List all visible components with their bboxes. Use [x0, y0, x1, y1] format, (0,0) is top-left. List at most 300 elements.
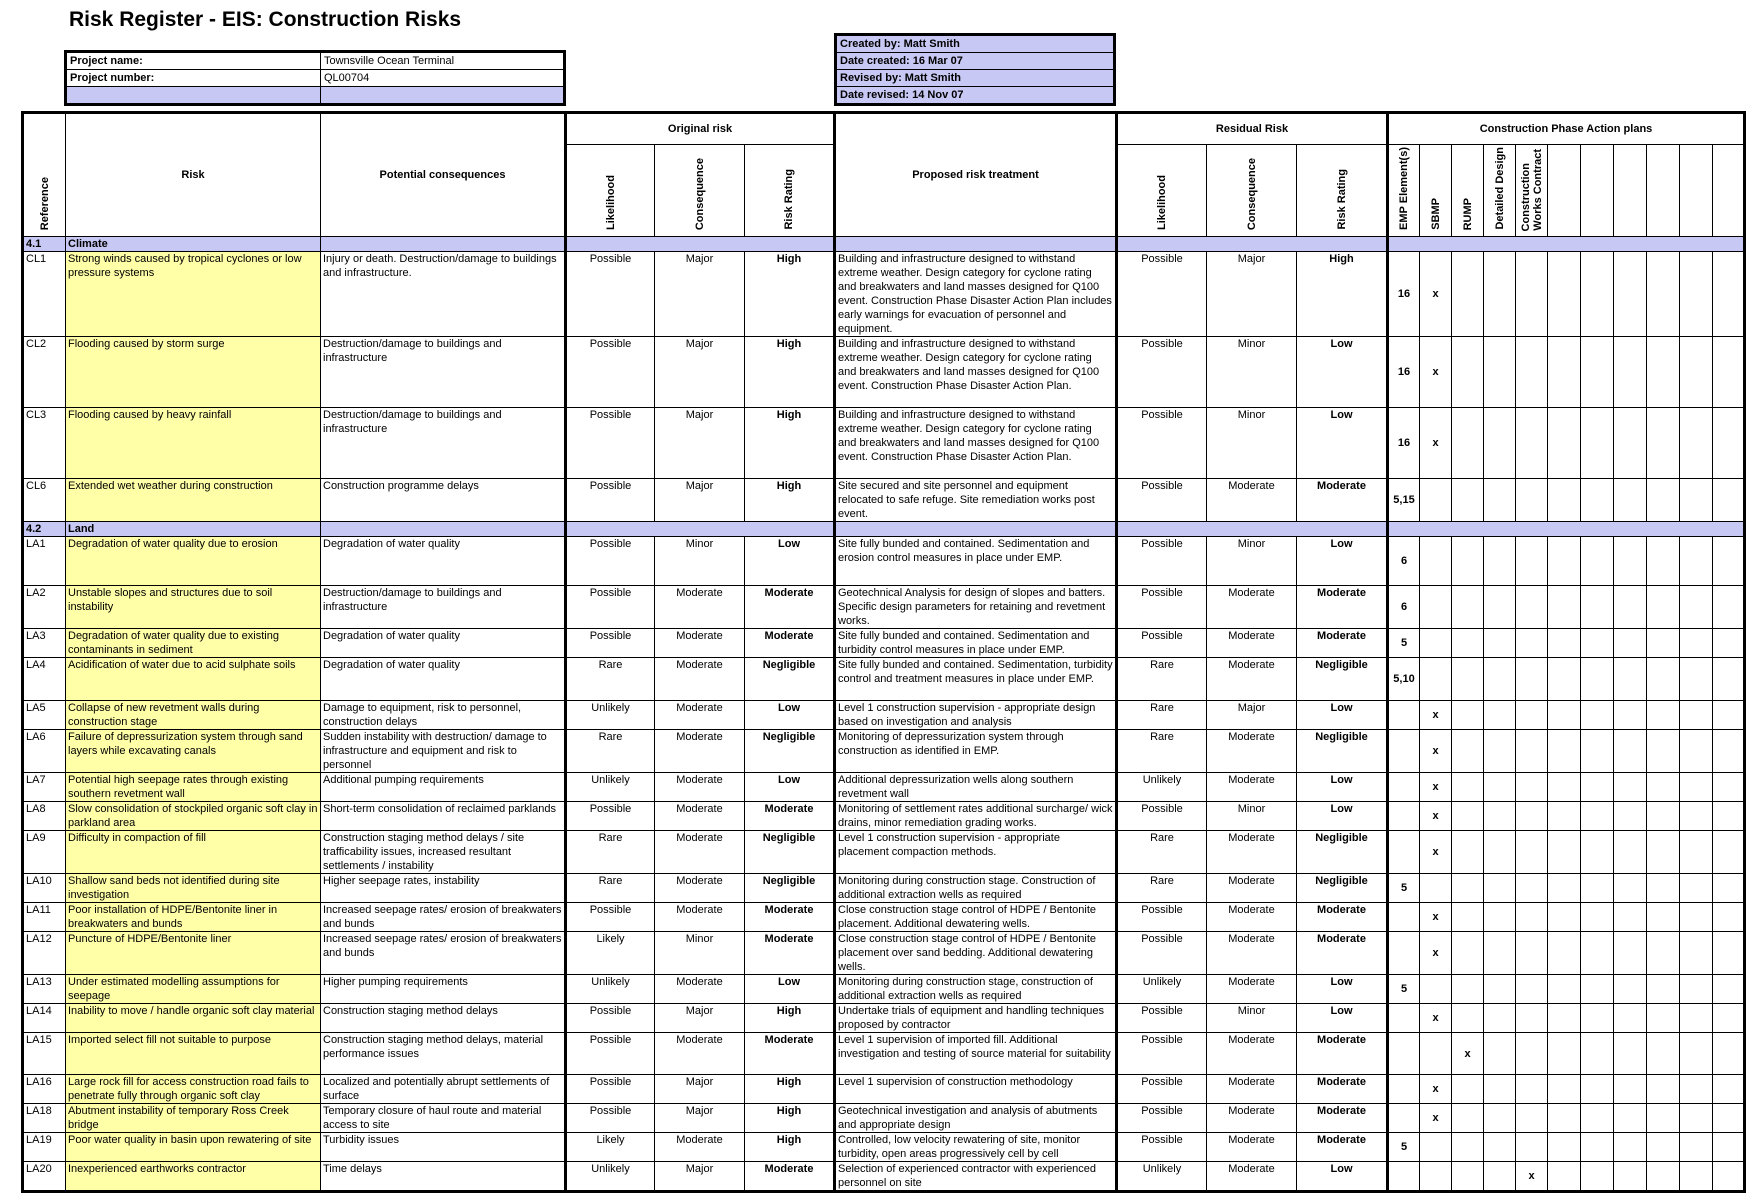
treatment-cell[interactable]: Geotechnical investigation and analysis of abutments and appropriate design — [835, 1104, 1117, 1133]
risk-cell[interactable]: Inability to move / handle organic soft clay material — [66, 1004, 321, 1033]
empty-cell[interactable] — [1548, 773, 1581, 802]
rump-cell[interactable] — [1452, 730, 1484, 773]
rump-cell[interactable] — [1452, 874, 1484, 903]
empty-cell[interactable] — [1581, 658, 1614, 701]
empty-cell[interactable] — [1548, 932, 1581, 975]
consequences-cell[interactable]: Localized and potentially abrupt settlements of surface — [321, 1075, 566, 1104]
treatment-cell[interactable]: Selection of experienced contractor with experienced personnel on site — [835, 1162, 1117, 1192]
sbmp-cell[interactable] — [1420, 1033, 1452, 1075]
original-risk-rating-cell[interactable]: Moderate — [745, 802, 835, 831]
original-risk-rating-cell[interactable]: High — [745, 408, 835, 479]
empty-cell[interactable] — [1680, 252, 1713, 337]
sbmp-cell[interactable]: x — [1420, 730, 1452, 773]
reference-cell[interactable]: LA7 — [23, 773, 66, 802]
empty-cell[interactable] — [1614, 252, 1647, 337]
original-risk-rating-cell[interactable]: High — [745, 337, 835, 408]
table-row[interactable] — [23, 1133, 1745, 1162]
construction-works-contract-cell[interactable] — [1516, 1133, 1548, 1162]
original-consequence-cell[interactable]: Moderate — [655, 903, 745, 932]
residual-likelihood-cell[interactable]: Unlikely — [1117, 1162, 1207, 1192]
treatment-cell[interactable]: Undertake trials of equipment and handling techniques proposed by contractor — [835, 1004, 1117, 1033]
empty-cell[interactable] — [1548, 1104, 1581, 1133]
residual-risk-rating-cell[interactable]: Moderate — [1297, 1075, 1388, 1104]
empty-cell[interactable] — [1581, 479, 1614, 522]
reference-cell[interactable]: LA18 — [23, 1104, 66, 1133]
table-row[interactable] — [23, 932, 1745, 975]
empty-cell[interactable] — [1680, 802, 1713, 831]
treatment-cell[interactable]: Building and infrastructure designed to withstand extreme weather. Design category for cyclone rating and breakwaters and land masses designed for Q100 event. Construction Phase Disaster Action Plan includes early warnings for evacuation of personnel and equipment. — [835, 252, 1117, 337]
emp-elements-cell[interactable] — [1388, 1004, 1420, 1033]
reference-cell[interactable]: LA14 — [23, 1004, 66, 1033]
reference-cell[interactable]: LA12 — [23, 932, 66, 975]
consequences-cell[interactable]: Injury or death. Destruction/damage to buildings and infrastructure. — [321, 252, 566, 337]
table-row[interactable] — [23, 903, 1745, 932]
empty-cell[interactable] — [1713, 932, 1745, 975]
detailed-design-cell[interactable] — [1484, 802, 1516, 831]
detailed-design-cell[interactable] — [1484, 932, 1516, 975]
risk-cell[interactable]: Abutment instability of temporary Ross Creek bridge — [66, 1104, 321, 1133]
table-row[interactable] — [23, 1033, 1745, 1075]
table-row[interactable] — [23, 802, 1745, 831]
original-consequence-cell[interactable]: Minor — [655, 537, 745, 586]
sbmp-cell[interactable]: x — [1420, 773, 1452, 802]
rump-cell[interactable] — [1452, 479, 1484, 522]
sbmp-cell[interactable]: x — [1420, 701, 1452, 730]
rump-cell[interactable] — [1452, 252, 1484, 337]
original-risk-rating-cell[interactable]: Negligible — [745, 874, 835, 903]
table-row[interactable] — [23, 773, 1745, 802]
empty-cell[interactable] — [1713, 1133, 1745, 1162]
treatment-cell[interactable]: Level 1 supervision of imported fill. Additional investigation and testing of source material for suitability — [835, 1033, 1117, 1075]
empty-cell[interactable] — [1581, 337, 1614, 408]
sbmp-cell[interactable]: x — [1420, 802, 1452, 831]
original-consequence-cell[interactable]: Moderate — [655, 586, 745, 629]
empty-cell[interactable] — [1548, 479, 1581, 522]
construction-works-contract-cell[interactable] — [1516, 586, 1548, 629]
original-risk-rating-cell[interactable]: Moderate — [745, 932, 835, 975]
residual-risk-rating-cell[interactable]: Moderate — [1297, 903, 1388, 932]
residual-risk-rating-cell[interactable]: Negligible — [1297, 831, 1388, 874]
original-consequence-cell[interactable]: Moderate — [655, 874, 745, 903]
original-likelihood-cell[interactable]: Possible — [566, 408, 655, 479]
empty-cell[interactable] — [1548, 975, 1581, 1004]
rump-cell[interactable] — [1452, 773, 1484, 802]
residual-risk-rating-cell[interactable]: Low — [1297, 975, 1388, 1004]
original-consequence-cell[interactable]: Moderate — [655, 658, 745, 701]
original-consequence-cell[interactable]: Major — [655, 479, 745, 522]
empty-cell[interactable] — [1647, 730, 1680, 773]
original-likelihood-cell[interactable]: Possible — [566, 479, 655, 522]
empty-cell[interactable] — [1713, 586, 1745, 629]
empty-cell[interactable] — [1713, 874, 1745, 903]
original-risk-rating-cell[interactable]: Low — [745, 701, 835, 730]
detailed-design-cell[interactable] — [1484, 629, 1516, 658]
rump-cell[interactable] — [1452, 537, 1484, 586]
original-likelihood-cell[interactable]: Unlikely — [566, 975, 655, 1004]
residual-likelihood-cell[interactable]: Rare — [1117, 658, 1207, 701]
original-consequence-cell[interactable]: Moderate — [655, 773, 745, 802]
empty-cell[interactable] — [1614, 1133, 1647, 1162]
original-likelihood-cell[interactable]: Unlikely — [566, 701, 655, 730]
date-revised[interactable]: Date revised: 14 Nov 07 — [836, 87, 1115, 105]
consequences-cell[interactable]: Destruction/damage to buildings and infrastructure — [321, 337, 566, 408]
sbmp-cell[interactable]: x — [1420, 831, 1452, 874]
empty-cell[interactable] — [1614, 730, 1647, 773]
original-risk-rating-cell[interactable]: Negligible — [745, 831, 835, 874]
empty-cell[interactable] — [1581, 629, 1614, 658]
original-consequence-cell[interactable]: Major — [655, 408, 745, 479]
empty-cell[interactable] — [1614, 773, 1647, 802]
emp-elements-cell[interactable] — [1388, 932, 1420, 975]
empty-cell[interactable] — [1680, 874, 1713, 903]
table-row[interactable] — [23, 408, 1745, 479]
original-risk-rating-cell[interactable]: Low — [745, 773, 835, 802]
original-likelihood-cell[interactable]: Rare — [566, 831, 655, 874]
emp-elements-cell[interactable]: 16 — [1388, 337, 1420, 408]
empty-cell[interactable] — [1548, 831, 1581, 874]
residual-likelihood-cell[interactable]: Possible — [1117, 1075, 1207, 1104]
original-likelihood-cell[interactable]: Possible — [566, 252, 655, 337]
consequences-cell[interactable]: Degradation of water quality — [321, 537, 566, 586]
empty-cell[interactable] — [1614, 802, 1647, 831]
empty-cell[interactable] — [1581, 1033, 1614, 1075]
construction-works-contract-cell[interactable] — [1516, 874, 1548, 903]
residual-consequence-cell[interactable]: Minor — [1207, 537, 1297, 586]
residual-consequence-cell[interactable]: Moderate — [1207, 1162, 1297, 1192]
consequences-cell[interactable]: Time delays — [321, 1162, 566, 1192]
empty-cell[interactable] — [1614, 479, 1647, 522]
emp-elements-cell[interactable] — [1388, 1075, 1420, 1104]
residual-consequence-cell[interactable]: Moderate — [1207, 975, 1297, 1004]
empty-cell[interactable] — [1548, 1004, 1581, 1033]
risk-cell[interactable]: Flooding caused by storm surge — [66, 337, 321, 408]
empty-cell[interactable] — [1647, 932, 1680, 975]
detailed-design-cell[interactable] — [1484, 1133, 1516, 1162]
original-risk-rating-cell[interactable]: Negligible — [745, 658, 835, 701]
residual-likelihood-cell[interactable]: Possible — [1117, 903, 1207, 932]
risk-cell[interactable]: Potential high seepage rates through existing southern revetment wall — [66, 773, 321, 802]
rump-cell[interactable] — [1452, 408, 1484, 479]
detailed-design-cell[interactable] — [1484, 730, 1516, 773]
reference-cell[interactable]: LA16 — [23, 1075, 66, 1104]
residual-consequence-cell[interactable]: Minor — [1207, 1004, 1297, 1033]
original-likelihood-cell[interactable]: Possible — [566, 802, 655, 831]
residual-likelihood-cell[interactable]: Possible — [1117, 1133, 1207, 1162]
empty-cell[interactable] — [1680, 1075, 1713, 1104]
original-consequence-cell[interactable]: Major — [655, 1004, 745, 1033]
original-likelihood-cell[interactable]: Rare — [566, 730, 655, 773]
residual-consequence-cell[interactable]: Minor — [1207, 337, 1297, 408]
treatment-cell[interactable]: Monitoring of depressurization system through construction as identified in EMP. — [835, 730, 1117, 773]
risk-cell[interactable]: Unstable slopes and structures due to soil instability — [66, 586, 321, 629]
empty-cell[interactable] — [1713, 1033, 1745, 1075]
empty-cell[interactable] — [1548, 802, 1581, 831]
emp-elements-cell[interactable]: 5 — [1388, 1133, 1420, 1162]
risk-cell[interactable]: Failure of depressurization system through sand layers while excavating canals — [66, 730, 321, 773]
detailed-design-cell[interactable] — [1484, 701, 1516, 730]
detailed-design-cell[interactable] — [1484, 1033, 1516, 1075]
construction-works-contract-cell[interactable] — [1516, 629, 1548, 658]
construction-works-contract-cell[interactable] — [1516, 252, 1548, 337]
residual-risk-rating-cell[interactable]: Low — [1297, 1162, 1388, 1192]
sbmp-cell[interactable]: x — [1420, 252, 1452, 337]
treatment-cell[interactable]: Site fully bunded and contained. Sedimentation and erosion control measures in place under EMP. — [835, 537, 1117, 586]
residual-consequence-cell[interactable]: Moderate — [1207, 1033, 1297, 1075]
original-likelihood-cell[interactable]: Rare — [566, 658, 655, 701]
empty-cell[interactable] — [1647, 903, 1680, 932]
empty-cell[interactable] — [1713, 773, 1745, 802]
reference-cell[interactable]: CL3 — [23, 408, 66, 479]
empty-cell[interactable] — [1713, 1075, 1745, 1104]
empty-cell[interactable] — [1647, 1162, 1680, 1192]
residual-likelihood-cell[interactable]: Possible — [1117, 1104, 1207, 1133]
original-risk-rating-cell[interactable]: Negligible — [745, 730, 835, 773]
original-consequence-cell[interactable]: Major — [655, 337, 745, 408]
residual-likelihood-cell[interactable]: Rare — [1117, 874, 1207, 903]
empty-cell[interactable] — [1647, 1004, 1680, 1033]
empty-cell[interactable] — [1614, 1162, 1647, 1192]
residual-risk-rating-cell[interactable]: Low — [1297, 773, 1388, 802]
rump-cell[interactable] — [1452, 1104, 1484, 1133]
empty-cell[interactable] — [1680, 730, 1713, 773]
sbmp-cell[interactable] — [1420, 586, 1452, 629]
consequences-cell[interactable]: Higher seepage rates, instability — [321, 874, 566, 903]
residual-consequence-cell[interactable]: Minor — [1207, 802, 1297, 831]
residual-risk-rating-cell[interactable]: Low — [1297, 802, 1388, 831]
original-risk-rating-cell[interactable]: Low — [745, 537, 835, 586]
residual-risk-rating-cell[interactable]: High — [1297, 252, 1388, 337]
consequences-cell[interactable]: Damage to equipment, risk to personnel, construction delays — [321, 701, 566, 730]
reference-cell[interactable]: LA13 — [23, 975, 66, 1004]
original-likelihood-cell[interactable]: Unlikely — [566, 773, 655, 802]
rump-cell[interactable] — [1452, 1133, 1484, 1162]
residual-consequence-cell[interactable]: Moderate — [1207, 903, 1297, 932]
original-likelihood-cell[interactable]: Possible — [566, 903, 655, 932]
construction-works-contract-cell[interactable] — [1516, 730, 1548, 773]
emp-elements-cell[interactable] — [1388, 831, 1420, 874]
residual-likelihood-cell[interactable]: Possible — [1117, 1033, 1207, 1075]
detailed-design-cell[interactable] — [1484, 658, 1516, 701]
consequences-cell[interactable]: Construction programme delays — [321, 479, 566, 522]
table-row[interactable] — [23, 629, 1745, 658]
risk-cell[interactable]: Degradation of water quality due to erosion — [66, 537, 321, 586]
residual-consequence-cell[interactable]: Moderate — [1207, 586, 1297, 629]
empty-cell[interactable] — [1614, 1004, 1647, 1033]
project-name-value[interactable]: Townsville Ocean Terminal — [321, 52, 565, 70]
empty-cell[interactable] — [1713, 1162, 1745, 1192]
sbmp-cell[interactable]: x — [1420, 1075, 1452, 1104]
sbmp-cell[interactable] — [1420, 629, 1452, 658]
original-consequence-cell[interactable]: Moderate — [655, 1133, 745, 1162]
sbmp-cell[interactable] — [1420, 874, 1452, 903]
empty-cell[interactable] — [1581, 874, 1614, 903]
empty-cell[interactable] — [1581, 903, 1614, 932]
construction-works-contract-cell[interactable] — [1516, 408, 1548, 479]
original-risk-rating-cell[interactable]: High — [745, 252, 835, 337]
reference-cell[interactable]: CL6 — [23, 479, 66, 522]
empty-cell[interactable] — [1548, 658, 1581, 701]
residual-consequence-cell[interactable]: Moderate — [1207, 932, 1297, 975]
sbmp-cell[interactable] — [1420, 537, 1452, 586]
empty-cell[interactable] — [1548, 252, 1581, 337]
residual-risk-rating-cell[interactable]: Low — [1297, 701, 1388, 730]
original-risk-rating-cell[interactable]: Moderate — [745, 1162, 835, 1192]
sbmp-cell[interactable]: x — [1420, 1004, 1452, 1033]
original-consequence-cell[interactable]: Minor — [655, 932, 745, 975]
risk-cell[interactable]: Inexperienced earthworks contractor — [66, 1162, 321, 1192]
construction-works-contract-cell[interactable] — [1516, 537, 1548, 586]
original-consequence-cell[interactable]: Major — [655, 1075, 745, 1104]
empty-cell[interactable] — [1713, 975, 1745, 1004]
empty-cell[interactable] — [1548, 1133, 1581, 1162]
empty-cell[interactable] — [1614, 658, 1647, 701]
reference-cell[interactable]: LA10 — [23, 874, 66, 903]
emp-elements-cell[interactable]: 5,10 — [1388, 658, 1420, 701]
empty-cell[interactable] — [1680, 537, 1713, 586]
reference-cell[interactable]: LA15 — [23, 1033, 66, 1075]
table-row[interactable] — [23, 479, 1745, 522]
emp-elements-cell[interactable]: 5 — [1388, 874, 1420, 903]
detailed-design-cell[interactable] — [1484, 903, 1516, 932]
empty-cell[interactable] — [1581, 1133, 1614, 1162]
original-consequence-cell[interactable]: Moderate — [655, 629, 745, 658]
table-row[interactable] — [23, 537, 1745, 586]
risk-cell[interactable]: Shallow sand beds not identified during site investigation — [66, 874, 321, 903]
original-consequence-cell[interactable]: Moderate — [655, 1033, 745, 1075]
rump-cell[interactable] — [1452, 1162, 1484, 1192]
risk-cell[interactable]: Poor installation of HDPE/Bentonite liner in breakwaters and bunds — [66, 903, 321, 932]
treatment-cell[interactable]: Monitoring during construction stage. Construction of additional extraction wells as required — [835, 874, 1117, 903]
construction-works-contract-cell[interactable] — [1516, 831, 1548, 874]
residual-likelihood-cell[interactable]: Possible — [1117, 629, 1207, 658]
original-risk-rating-cell[interactable]: High — [745, 1004, 835, 1033]
empty-cell[interactable] — [1548, 874, 1581, 903]
construction-works-contract-cell[interactable]: x — [1516, 1162, 1548, 1192]
empty-cell[interactable] — [1713, 701, 1745, 730]
consequences-cell[interactable]: Increased seepage rates/ erosion of breakwaters and bunds — [321, 903, 566, 932]
emp-elements-cell[interactable]: 5,15 — [1388, 479, 1420, 522]
residual-consequence-cell[interactable]: Moderate — [1207, 1133, 1297, 1162]
empty-cell[interactable] — [1713, 658, 1745, 701]
sbmp-cell[interactable]: x — [1420, 408, 1452, 479]
consequences-cell[interactable]: Construction staging method delays, material performance issues — [321, 1033, 566, 1075]
rump-cell[interactable] — [1452, 337, 1484, 408]
revised-by[interactable]: Revised by: Matt Smith — [836, 70, 1115, 87]
residual-consequence-cell[interactable]: Minor — [1207, 408, 1297, 479]
emp-elements-cell[interactable] — [1388, 903, 1420, 932]
original-likelihood-cell[interactable]: Possible — [566, 1104, 655, 1133]
empty-cell[interactable] — [1713, 903, 1745, 932]
sbmp-cell[interactable] — [1420, 658, 1452, 701]
treatment-cell[interactable]: Controlled, low velocity rewatering of site, monitor turbidity, open areas progressively cell by cell — [835, 1133, 1117, 1162]
empty-cell[interactable] — [1680, 658, 1713, 701]
empty-cell[interactable] — [1581, 730, 1614, 773]
empty-cell[interactable] — [1647, 408, 1680, 479]
empty-cell[interactable] — [1548, 730, 1581, 773]
residual-risk-rating-cell[interactable]: Moderate — [1297, 1133, 1388, 1162]
table-row[interactable] — [23, 586, 1745, 629]
table-row[interactable] — [23, 874, 1745, 903]
empty-cell[interactable] — [1647, 773, 1680, 802]
empty-cell[interactable] — [1680, 1162, 1713, 1192]
consequences-cell[interactable]: Construction staging method delays / site trafficability issues, increased resultant settlements / instability — [321, 831, 566, 874]
empty-cell[interactable] — [1581, 1162, 1614, 1192]
risk-cell[interactable]: Extended wet weather during construction — [66, 479, 321, 522]
original-likelihood-cell[interactable]: Possible — [566, 629, 655, 658]
residual-risk-rating-cell[interactable]: Moderate — [1297, 629, 1388, 658]
residual-consequence-cell[interactable]: Moderate — [1207, 773, 1297, 802]
empty-cell[interactable] — [1647, 1104, 1680, 1133]
empty-cell[interactable] — [1713, 537, 1745, 586]
empty-cell[interactable] — [1614, 874, 1647, 903]
empty-cell[interactable] — [1713, 479, 1745, 522]
residual-consequence-cell[interactable]: Major — [1207, 252, 1297, 337]
reference-cell[interactable]: LA11 — [23, 903, 66, 932]
residual-likelihood-cell[interactable]: Possible — [1117, 932, 1207, 975]
detailed-design-cell[interactable] — [1484, 337, 1516, 408]
sbmp-cell[interactable]: x — [1420, 337, 1452, 408]
table-row[interactable] — [23, 252, 1745, 337]
emp-elements-cell[interactable]: 6 — [1388, 586, 1420, 629]
created-by[interactable]: Created by: Matt Smith — [836, 35, 1115, 53]
empty-cell[interactable] — [1713, 831, 1745, 874]
reference-cell[interactable]: LA1 — [23, 537, 66, 586]
table-row[interactable] — [23, 975, 1745, 1004]
original-consequence-cell[interactable]: Moderate — [655, 975, 745, 1004]
empty-cell[interactable] — [1548, 1162, 1581, 1192]
residual-risk-rating-cell[interactable]: Moderate — [1297, 586, 1388, 629]
residual-likelihood-cell[interactable]: Rare — [1117, 701, 1207, 730]
construction-works-contract-cell[interactable] — [1516, 701, 1548, 730]
empty-cell[interactable] — [1647, 537, 1680, 586]
table-row[interactable] — [23, 1004, 1745, 1033]
original-likelihood-cell[interactable]: Possible — [566, 537, 655, 586]
reference-cell[interactable]: LA19 — [23, 1133, 66, 1162]
emp-elements-cell[interactable] — [1388, 730, 1420, 773]
treatment-cell[interactable]: Monitoring of settlement rates additional surcharge/ wick drains, minor remediation grading works. — [835, 802, 1117, 831]
consequences-cell[interactable]: Construction staging method delays — [321, 1004, 566, 1033]
rump-cell[interactable]: x — [1452, 1033, 1484, 1075]
empty-cell[interactable] — [1614, 932, 1647, 975]
empty-cell[interactable] — [1548, 1033, 1581, 1075]
residual-risk-rating-cell[interactable]: Low — [1297, 1004, 1388, 1033]
empty-cell[interactable] — [1548, 701, 1581, 730]
risk-cell[interactable]: Puncture of HDPE/Bentonite liner — [66, 932, 321, 975]
empty-cell[interactable] — [1680, 408, 1713, 479]
empty-cell[interactable] — [1614, 975, 1647, 1004]
emp-elements-cell[interactable] — [1388, 1033, 1420, 1075]
residual-consequence-cell[interactable]: Moderate — [1207, 1104, 1297, 1133]
empty-cell[interactable] — [1680, 1004, 1713, 1033]
risk-cell[interactable]: Poor water quality in basin upon rewatering of site — [66, 1133, 321, 1162]
empty-cell[interactable] — [1680, 1104, 1713, 1133]
empty-cell[interactable] — [1581, 1104, 1614, 1133]
residual-risk-rating-cell[interactable]: Negligible — [1297, 874, 1388, 903]
residual-likelihood-cell[interactable]: Rare — [1117, 831, 1207, 874]
residual-risk-rating-cell[interactable]: Low — [1297, 537, 1388, 586]
risk-cell[interactable]: Difficulty in compaction of fill — [66, 831, 321, 874]
table-row[interactable] — [23, 1162, 1745, 1192]
risk-cell[interactable]: Degradation of water quality due to existing contaminants in sediment — [66, 629, 321, 658]
residual-consequence-cell[interactable]: Major — [1207, 701, 1297, 730]
treatment-cell[interactable]: Site secured and site personnel and equipment relocated to safe refuge. Site remediation works post event. — [835, 479, 1117, 522]
sbmp-cell[interactable] — [1420, 1133, 1452, 1162]
original-risk-rating-cell[interactable]: Moderate — [745, 1033, 835, 1075]
detailed-design-cell[interactable] — [1484, 408, 1516, 479]
residual-consequence-cell[interactable]: Moderate — [1207, 658, 1297, 701]
table-row[interactable] — [23, 1075, 1745, 1104]
residual-likelihood-cell[interactable]: Unlikely — [1117, 773, 1207, 802]
